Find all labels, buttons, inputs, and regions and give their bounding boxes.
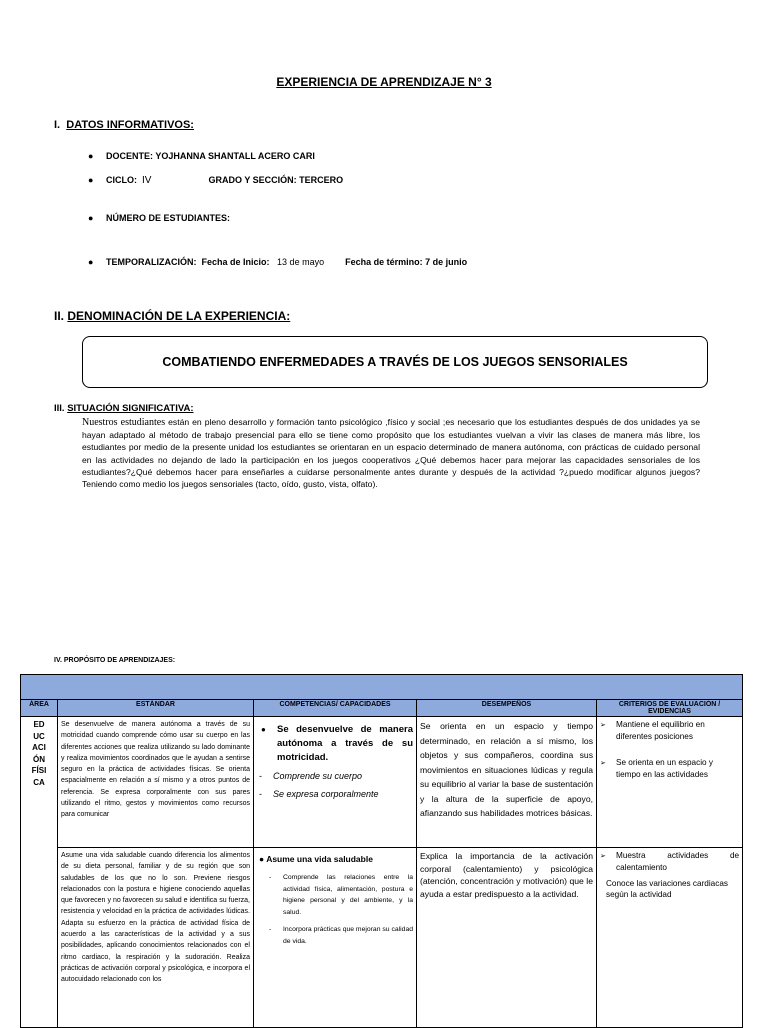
competencia-cell: ● Se desenvuelve de manera autónoma a través de su motricidad. - Comprende su cuerpo - Se expresa corporalmente (254, 717, 417, 848)
competencia-cell: ● Asume una vida saludable - Comprende las relaciones entre la actividad física, alimentación, postura e higiene personal y del ambiente, y la salud. - Incorpora prácticas que mejoran su calidad de vida. (254, 848, 417, 1028)
header-competencias: COMPETENCIAS/ CAPACIDADES (254, 700, 417, 717)
area-cell: ED UC ACI ÓN FÍSI CA (21, 717, 58, 1028)
header-desempenos: DESEMPEÑOS (417, 700, 597, 717)
criterio-item: Conoce las variaciones cardiacas según la actividad (606, 879, 728, 899)
criterio-item: ➢ Mantiene el equilibrio en diferentes posiciones (600, 719, 739, 743)
desempeno-cell: Explica la importancia de la activación corporal (calentamiento) y psicológica (atención, concentración y motivación) que le ayuda a estar predispuesto a la actividad. (417, 848, 597, 1028)
criterios-cell (597, 848, 743, 1028)
section-1-heading: I. DATOS INFORMATIVOS: (54, 119, 194, 131)
table-row (21, 848, 743, 1028)
propositos-table (20, 674, 743, 1028)
ciclo-line: ● CICLO: IV GRADO Y SECCIÓN: TERCERO (88, 175, 344, 186)
denominacion-box (82, 336, 708, 388)
denominacion-text: COMBATIENDO ENFERMEDADES A TRAVÉS DE LOS JUEGOS SENSORIALES (162, 355, 628, 369)
table-header-row (21, 700, 743, 717)
numero-estudiantes-line: ● NÚMERO DE ESTUDIANTES: (88, 213, 231, 223)
estandar-cell: Asume una vida saludable cuando diferencia los alimentos de su dieta personal, familiar y de su región que son saludables de los que no lo son. Previene riesgos relacionados con la postura e higiene conociendo aquellas que favorecen y no favorecen su salud e identifica su fuerza, resistencia y velocidad en la práctica de actividades lúdicas. Adapta su esfuerzo en la práctica de actividad física de acuerdo a las características de la actividad y a sus posibilidades, aplicando conocimientos relacionados con el ritmo cardiaco, la respiración y la sudoración. Realiza prácticas de activación corporal y psicológica, e incorpora el autocuidado relacionado con los (58, 848, 254, 1028)
section-4-heading: IV. PROPÓSITO DE APRENDIZAJES: (54, 657, 176, 664)
document-title: EXPERIENCIA DE APRENDIZAJE N° 3 (276, 75, 492, 89)
situacion-paragraph: Nuestros estudiantes están en pleno desarrollo y formación tanto psicológico ,físico y social ;es necesario que los estudiantes después de dos unidades ya se hayan adaptado al método de trabajo presencial para ello se tiene como propósito que los estudiantes vuelvan a vivir las clases de manera más libre, los estudiantes por medio de la presente unidad los estudiantes se orientaran en un espacio determinado de manera autónoma, con prácticas de cuidado personal en las actividades no dejando de lado la participación en los juegos cooperativos ¿Qué debemos hacer para mejorar las capacidades sensoriales de los estudiantes?¿Qué debemos hacer para enseñarles a cuidarse personalmente antes durante y después de la actividad ?¿puedo modificar algunos juegos? Teniendo como medio los juegos sensoriales (tacto, oído, gusto, vista, olfato). (82, 417, 700, 490)
desempeno-cell: Se orienta en un espacio y tiempo determinado, en relación a sí mismo, los objetos y sus compañeros, coordina sus movimientos en situaciones lúdicas y regula su equilibrio al variar la base de sustentación y la altura de la superficie de apoyo, afianzando sus habilidades motrices básicas. (417, 717, 597, 848)
criterios-cell (597, 717, 743, 848)
temporalizacion-line: ● TEMPORALIZACIÓN: Fecha de Inicio: 13 de mayo Fecha de término: 7 de junio (88, 257, 468, 267)
section-2-heading: II. DENOMINACIÓN DE LA EXPERIENCIA: (54, 309, 291, 323)
table-band-row (21, 675, 743, 700)
criterio-item: ➢ Muestra actividades de calentamiento (600, 850, 739, 874)
docente-line: ● DOCENTE: YOJHANNA SHANTALL ACERO CARI (88, 151, 315, 161)
criterio-item: ➢ Se orienta en un espacio y tiempo en las actividades (600, 757, 739, 781)
table-row (21, 717, 743, 848)
estandar-cell: Se desenvuelve de manera autónoma a través de su motricidad cuando comprende cómo usar su cuerpo en las diferentes acciones que realiza utilizando su lado dominante y realiza movimientos coordinados que le ayudan a sentirse seguro en la práctica de actividades físicas. Se orienta espacialmente en relación a sí mismo y a otros puntos de referencia. Se expresa corporalmente con sus pares utilizando el ritmo, gestos y movimientos como recursos para comunicar (58, 717, 254, 848)
header-estandar: ESTÁNDAR (58, 700, 254, 717)
header-area: ÁREA (21, 700, 58, 717)
header-criterios: CRITERIOS DE EVALUACIÓN / EVIDENCIAS (597, 700, 743, 717)
section-3-heading: III. SITUACIÓN SIGNIFICATIVA: (54, 403, 194, 414)
